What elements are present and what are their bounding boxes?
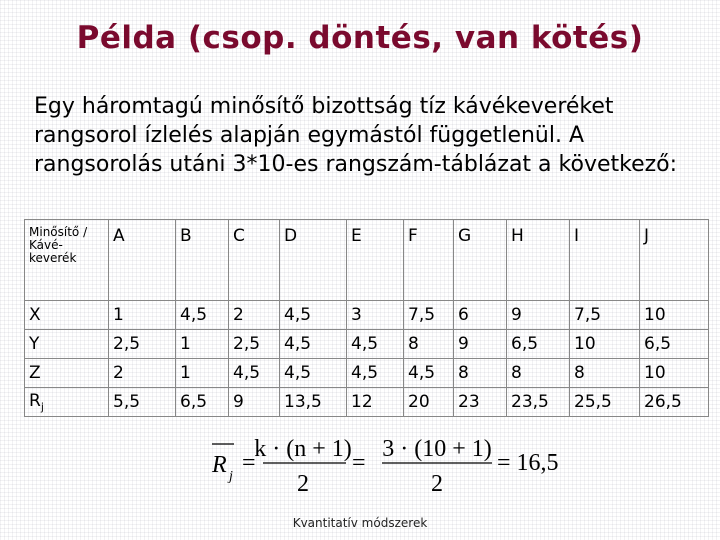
row-label xyxy=(25,388,109,417)
sum-cell: 26,5 xyxy=(640,388,709,417)
column-header: A xyxy=(109,220,176,301)
slide-title: Példa (csop. döntés, van kötés) xyxy=(76,20,644,56)
intro-paragraph: Egy háromtagú minősítő bizottság tíz kávékeveréket rangsorol ízlelés alapján egymástól függetlenül. A rangsorolás utáni 3*10-es rangszám-táblázat a következő: xyxy=(34,94,678,177)
table-cell: 1 xyxy=(176,330,229,359)
column-header: B xyxy=(176,220,229,301)
mean-rank-formula xyxy=(210,428,570,498)
table-cell: 4,5 xyxy=(347,330,404,359)
column-header: E xyxy=(347,220,404,301)
sum-label-sub: j xyxy=(40,400,44,414)
column-header: J xyxy=(640,220,709,301)
table-cell: 7,5 xyxy=(570,301,640,330)
sum-cell: 5,5 xyxy=(109,388,176,417)
frac1-denominator: 2 xyxy=(297,471,309,497)
table-cell: 2 xyxy=(229,301,280,330)
table-cell: 6,5 xyxy=(640,330,709,359)
rank-table xyxy=(24,219,709,417)
frac2-denominator: 2 xyxy=(431,471,443,497)
column-header: F xyxy=(404,220,454,301)
formula-lhs-sub: j xyxy=(229,469,233,484)
sum-cell: 23 xyxy=(454,388,507,417)
table-cell: 8 xyxy=(404,330,454,359)
sum-row xyxy=(25,388,709,417)
sum-label: R xyxy=(29,390,41,411)
table-cell: 2 xyxy=(109,359,176,388)
column-header: C xyxy=(229,220,280,301)
table-row xyxy=(25,359,709,388)
sum-cell: 6,5 xyxy=(176,388,229,417)
table-cell: 7,5 xyxy=(404,301,454,330)
sum-cell: 9 xyxy=(229,388,280,417)
formula-result: = 16,5 xyxy=(497,450,559,476)
table-cell: 4,5 xyxy=(347,359,404,388)
table-cell: 9 xyxy=(454,330,507,359)
table-cell: 4,5 xyxy=(176,301,229,330)
table-cell: 2,5 xyxy=(109,330,176,359)
table-cell: 10 xyxy=(640,359,709,388)
row-label: Y xyxy=(25,330,109,359)
frac2-numerator: 3 · (10 + 1) xyxy=(382,436,492,462)
table-cell: 4,5 xyxy=(280,359,347,388)
table-cell: 4,5 xyxy=(404,359,454,388)
column-header: D xyxy=(280,220,347,301)
footer-text: Kvantitatív módszerek xyxy=(292,516,428,530)
sum-cell: 23,5 xyxy=(507,388,570,417)
table-cell: 8 xyxy=(507,359,570,388)
corner-label: Minősítő / Kávé-keverék xyxy=(25,220,109,301)
sum-cell: 13,5 xyxy=(280,388,347,417)
column-header: I xyxy=(570,220,640,301)
formula-lhs: R xyxy=(212,452,227,478)
frac1-numerator: k · (n + 1) xyxy=(254,436,352,462)
sum-cell: 12 xyxy=(347,388,404,417)
sum-cell: 20 xyxy=(404,388,454,417)
row-label: X xyxy=(25,301,109,330)
table-cell: 10 xyxy=(640,301,709,330)
table-cell: 4,5 xyxy=(280,301,347,330)
table-cell: 10 xyxy=(570,330,640,359)
table-cell: 8 xyxy=(570,359,640,388)
table-header-row xyxy=(25,220,709,301)
table-cell: 6,5 xyxy=(507,330,570,359)
table-row xyxy=(25,301,709,330)
table-cell: 9 xyxy=(507,301,570,330)
table-cell: 4,5 xyxy=(229,359,280,388)
table-cell: 2,5 xyxy=(229,330,280,359)
table-cell: 8 xyxy=(454,359,507,388)
table-cell: 6 xyxy=(454,301,507,330)
column-header: G xyxy=(454,220,507,301)
formula-eq: = xyxy=(242,450,256,476)
row-label: Z xyxy=(25,359,109,388)
formula-eq2: = xyxy=(352,450,366,476)
table-cell: 3 xyxy=(347,301,404,330)
table-row xyxy=(25,330,709,359)
column-header: H xyxy=(507,220,570,301)
table-cell: 1 xyxy=(109,301,176,330)
table-cell: 4,5 xyxy=(280,330,347,359)
sum-cell: 25,5 xyxy=(570,388,640,417)
table-cell: 1 xyxy=(176,359,229,388)
